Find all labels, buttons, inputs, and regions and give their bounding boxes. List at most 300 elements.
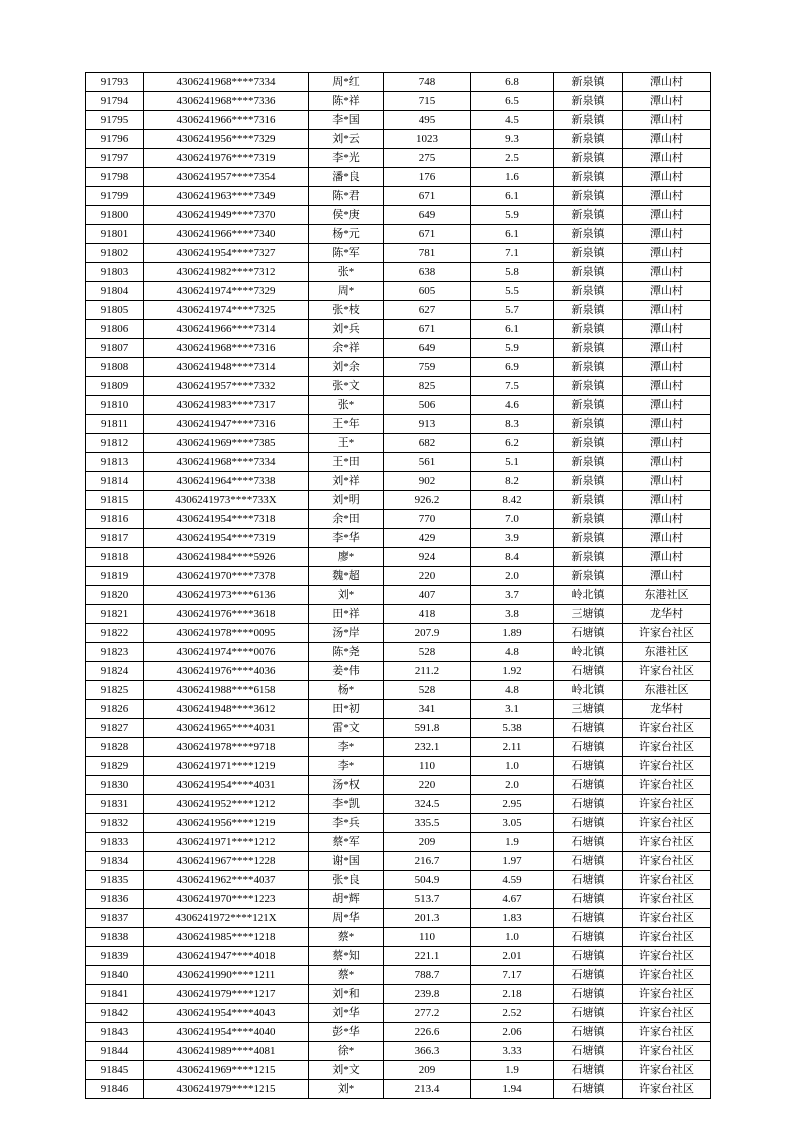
cell-amount: 924 [384,548,471,567]
table-row [86,833,711,852]
cell-rate: 2.5 [471,149,554,168]
cell-rate: 1.83 [471,909,554,928]
table-row [86,947,711,966]
table-row [86,434,711,453]
cell-name: 李*凯 [309,795,384,814]
cell-rate: 2.01 [471,947,554,966]
cell-town: 新泉镇 [554,168,623,187]
table-row [86,282,711,301]
cell-amount: 201.3 [384,909,471,928]
cell-village: 潭山村 [623,510,711,529]
cell-amount: 277.2 [384,1004,471,1023]
cell-rate: 6.1 [471,187,554,206]
cell-seq: 91835 [86,871,144,890]
cell-village: 许家台社区 [623,795,711,814]
cell-seq: 91795 [86,111,144,130]
cell-village: 潭山村 [623,168,711,187]
cell-name: 刘*兵 [309,320,384,339]
cell-name: 蔡*军 [309,833,384,852]
cell-village: 潭山村 [623,548,711,567]
cell-seq: 91840 [86,966,144,985]
cell-name: 彭*华 [309,1023,384,1042]
cell-village: 潭山村 [623,453,711,472]
cell-id: 4306241982****7312 [144,263,309,282]
cell-town: 石塘镇 [554,852,623,871]
cell-rate: 1.0 [471,928,554,947]
cell-name: 刘*祥 [309,472,384,491]
cell-id: 4306241954****7327 [144,244,309,263]
cell-id: 4306241970****7378 [144,567,309,586]
cell-name: 陈*祥 [309,92,384,111]
table-row [86,320,711,339]
table-row [86,187,711,206]
cell-rate: 8.3 [471,415,554,434]
cell-seq: 91811 [86,415,144,434]
cell-village: 许家台社区 [623,909,711,928]
table-row [86,662,711,681]
cell-rate: 5.7 [471,301,554,320]
cell-name: 张*文 [309,377,384,396]
cell-id: 4306241974****7325 [144,301,309,320]
cell-village: 潭山村 [623,567,711,586]
cell-name: 李*华 [309,529,384,548]
cell-seq: 91793 [86,73,144,92]
cell-rate: 4.5 [471,111,554,130]
cell-village: 许家台社区 [623,1042,711,1061]
cell-amount: 504.9 [384,871,471,890]
cell-village: 许家台社区 [623,757,711,776]
cell-village: 潭山村 [623,244,711,263]
cell-name: 雷*文 [309,719,384,738]
cell-amount: 561 [384,453,471,472]
cell-amount: 366.3 [384,1042,471,1061]
cell-seq: 91820 [86,586,144,605]
cell-name: 王* [309,434,384,453]
cell-town: 新泉镇 [554,358,623,377]
cell-name: 张* [309,263,384,282]
cell-amount: 682 [384,434,471,453]
cell-amount: 649 [384,339,471,358]
table-row [86,1023,711,1042]
table-row [86,605,711,624]
cell-seq: 91844 [86,1042,144,1061]
cell-id: 4306241968****7334 [144,453,309,472]
cell-village: 许家台社区 [623,1004,711,1023]
cell-village: 潭山村 [623,225,711,244]
cell-id: 4306241967****1228 [144,852,309,871]
cell-town: 石塘镇 [554,624,623,643]
cell-town: 石塘镇 [554,966,623,985]
cell-id: 4306241983****7317 [144,396,309,415]
cell-seq: 91812 [86,434,144,453]
cell-id: 4306241972****121X [144,909,309,928]
cell-id: 4306241978****9718 [144,738,309,757]
cell-id: 4306241957****7332 [144,377,309,396]
cell-village: 潭山村 [623,149,711,168]
cell-seq: 91841 [86,985,144,1004]
beneficiary-table [85,72,711,1099]
cell-name: 王*田 [309,453,384,472]
cell-id: 4306241966****7316 [144,111,309,130]
cell-rate: 3.33 [471,1042,554,1061]
cell-village: 潭山村 [623,301,711,320]
cell-rate: 8.4 [471,548,554,567]
table-row [86,301,711,320]
cell-amount: 209 [384,1061,471,1080]
cell-town: 石塘镇 [554,1080,623,1099]
cell-id: 4306241954****4031 [144,776,309,795]
cell-village: 潭山村 [623,377,711,396]
cell-seq: 91832 [86,814,144,833]
cell-village: 东港社区 [623,643,711,662]
cell-id: 4306241962****4037 [144,871,309,890]
cell-rate: 2.06 [471,1023,554,1042]
cell-name: 张* [309,396,384,415]
table-row [86,719,711,738]
cell-amount: 226.6 [384,1023,471,1042]
cell-name: 汤*岸 [309,624,384,643]
cell-amount: 913 [384,415,471,434]
cell-name: 侯*庚 [309,206,384,225]
cell-town: 石塘镇 [554,757,623,776]
cell-rate: 7.5 [471,377,554,396]
cell-amount: 605 [384,282,471,301]
cell-amount: 528 [384,681,471,700]
cell-id: 4306241948****3612 [144,700,309,719]
cell-name: 周*华 [309,909,384,928]
cell-seq: 91838 [86,928,144,947]
cell-seq: 91798 [86,168,144,187]
cell-id: 4306241954****4043 [144,1004,309,1023]
cell-village: 潭山村 [623,282,711,301]
table-row [86,1080,711,1099]
table-row [86,263,711,282]
cell-village: 潭山村 [623,111,711,130]
cell-name: 刘*华 [309,1004,384,1023]
cell-amount: 528 [384,643,471,662]
cell-name: 汤*权 [309,776,384,795]
cell-seq: 91803 [86,263,144,282]
cell-village: 许家台社区 [623,947,711,966]
cell-town: 新泉镇 [554,301,623,320]
cell-town: 岭北镇 [554,643,623,662]
cell-amount: 902 [384,472,471,491]
cell-seq: 91845 [86,1061,144,1080]
table-body [86,73,711,1099]
cell-village: 许家台社区 [623,624,711,643]
cell-amount: 429 [384,529,471,548]
cell-id: 4306241966****7314 [144,320,309,339]
cell-amount: 671 [384,320,471,339]
cell-name: 刘*和 [309,985,384,1004]
cell-seq: 91836 [86,890,144,909]
cell-id: 4306241971****1219 [144,757,309,776]
cell-town: 新泉镇 [554,263,623,282]
table-row [86,643,711,662]
cell-name: 刘*云 [309,130,384,149]
cell-town: 新泉镇 [554,567,623,586]
cell-village: 许家台社区 [623,662,711,681]
cell-name: 刘*文 [309,1061,384,1080]
cell-amount: 176 [384,168,471,187]
cell-rate: 1.9 [471,1061,554,1080]
cell-amount: 239.8 [384,985,471,1004]
cell-village: 潭山村 [623,92,711,111]
cell-village: 许家台社区 [623,1023,711,1042]
cell-name: 蔡* [309,928,384,947]
cell-rate: 1.94 [471,1080,554,1099]
cell-name: 余*田 [309,510,384,529]
cell-village: 龙华村 [623,605,711,624]
cell-town: 新泉镇 [554,320,623,339]
cell-amount: 110 [384,928,471,947]
cell-village: 龙华村 [623,700,711,719]
cell-seq: 91821 [86,605,144,624]
cell-town: 新泉镇 [554,377,623,396]
cell-village: 潭山村 [623,130,711,149]
cell-amount: 715 [384,92,471,111]
cell-amount: 220 [384,776,471,795]
table-row [86,453,711,472]
cell-seq: 91810 [86,396,144,415]
cell-id: 4306241963****7349 [144,187,309,206]
cell-id: 4306241974****7329 [144,282,309,301]
cell-seq: 91794 [86,92,144,111]
cell-amount: 671 [384,187,471,206]
cell-name: 杨* [309,681,384,700]
cell-town: 新泉镇 [554,472,623,491]
cell-name: 周* [309,282,384,301]
cell-id: 4306241973****6136 [144,586,309,605]
cell-rate: 4.8 [471,643,554,662]
table-row [86,1042,711,1061]
cell-seq: 91827 [86,719,144,738]
cell-town: 新泉镇 [554,434,623,453]
cell-village: 潭山村 [623,434,711,453]
cell-id: 4306241947****7316 [144,415,309,434]
cell-town: 新泉镇 [554,130,623,149]
cell-seq: 91825 [86,681,144,700]
cell-id: 4306241969****7385 [144,434,309,453]
cell-name: 田*初 [309,700,384,719]
cell-amount: 275 [384,149,471,168]
cell-seq: 91834 [86,852,144,871]
cell-rate: 4.67 [471,890,554,909]
table-row [86,149,711,168]
cell-seq: 91802 [86,244,144,263]
table-row [86,358,711,377]
cell-seq: 91813 [86,453,144,472]
cell-seq: 91818 [86,548,144,567]
cell-amount: 770 [384,510,471,529]
cell-id: 4306241966****7340 [144,225,309,244]
cell-village: 潭山村 [623,320,711,339]
cell-rate: 6.9 [471,358,554,377]
cell-village: 许家台社区 [623,738,711,757]
cell-town: 石塘镇 [554,795,623,814]
cell-id: 4306241971****1212 [144,833,309,852]
cell-village: 潭山村 [623,263,711,282]
cell-name: 李*光 [309,149,384,168]
cell-village: 许家台社区 [623,871,711,890]
cell-rate: 7.17 [471,966,554,985]
table-row [86,396,711,415]
cell-rate: 4.59 [471,871,554,890]
cell-name: 陈*君 [309,187,384,206]
cell-seq: 91831 [86,795,144,814]
table-row [86,510,711,529]
cell-town: 新泉镇 [554,282,623,301]
cell-town: 三塘镇 [554,605,623,624]
cell-town: 石塘镇 [554,890,623,909]
cell-seq: 91833 [86,833,144,852]
cell-name: 张*良 [309,871,384,890]
table-row [86,985,711,1004]
cell-name: 潘*良 [309,168,384,187]
cell-name: 魏*超 [309,567,384,586]
table-row [86,928,711,947]
cell-seq: 91799 [86,187,144,206]
cell-amount: 781 [384,244,471,263]
cell-village: 潭山村 [623,339,711,358]
cell-town: 石塘镇 [554,928,623,947]
cell-name: 张*枝 [309,301,384,320]
cell-seq: 91837 [86,909,144,928]
cell-name: 刘*余 [309,358,384,377]
cell-amount: 324.5 [384,795,471,814]
cell-rate: 1.6 [471,168,554,187]
cell-amount: 220 [384,567,471,586]
cell-id: 4306241954****4040 [144,1023,309,1042]
cell-seq: 91815 [86,491,144,510]
cell-village: 潭山村 [623,529,711,548]
cell-name: 李* [309,757,384,776]
cell-rate: 1.89 [471,624,554,643]
cell-id: 4306241956****1219 [144,814,309,833]
table-row [86,548,711,567]
cell-rate: 6.2 [471,434,554,453]
cell-town: 石塘镇 [554,738,623,757]
cell-village: 许家台社区 [623,985,711,1004]
cell-rate: 3.05 [471,814,554,833]
cell-rate: 3.7 [471,586,554,605]
table-row [86,738,711,757]
cell-town: 石塘镇 [554,776,623,795]
cell-village: 许家台社区 [623,719,711,738]
cell-id: 4306241970****1223 [144,890,309,909]
cell-rate: 6.8 [471,73,554,92]
cell-rate: 6.1 [471,225,554,244]
cell-id: 4306241985****1218 [144,928,309,947]
cell-town: 新泉镇 [554,339,623,358]
table-row [86,1061,711,1080]
cell-seq: 91829 [86,757,144,776]
cell-amount: 825 [384,377,471,396]
cell-name: 谢*国 [309,852,384,871]
cell-seq: 91817 [86,529,144,548]
table-row [86,776,711,795]
cell-amount: 495 [384,111,471,130]
cell-id: 4306241984****5926 [144,548,309,567]
cell-town: 石塘镇 [554,985,623,1004]
cell-name: 李*国 [309,111,384,130]
cell-town: 新泉镇 [554,187,623,206]
cell-town: 新泉镇 [554,415,623,434]
table-row [86,814,711,833]
cell-id: 4306241954****7319 [144,529,309,548]
cell-village: 许家台社区 [623,966,711,985]
cell-seq: 91807 [86,339,144,358]
cell-village: 许家台社区 [623,890,711,909]
table-row [86,415,711,434]
cell-rate: 3.9 [471,529,554,548]
cell-rate: 1.92 [471,662,554,681]
cell-name: 田*祥 [309,605,384,624]
cell-id: 4306241947****4018 [144,947,309,966]
cell-seq: 91800 [86,206,144,225]
cell-seq: 91816 [86,510,144,529]
table-row [86,244,711,263]
cell-rate: 2.52 [471,1004,554,1023]
cell-town: 石塘镇 [554,871,623,890]
table-row [86,111,711,130]
cell-town: 岭北镇 [554,681,623,700]
table-row [86,529,711,548]
cell-town: 石塘镇 [554,719,623,738]
table-row [86,681,711,700]
cell-seq: 91846 [86,1080,144,1099]
cell-village: 潭山村 [623,206,711,225]
cell-amount: 207.9 [384,624,471,643]
cell-id: 4306241990****1211 [144,966,309,985]
cell-amount: 788.7 [384,966,471,985]
cell-town: 新泉镇 [554,548,623,567]
cell-village: 东港社区 [623,586,711,605]
cell-rate: 6.1 [471,320,554,339]
cell-rate: 4.8 [471,681,554,700]
cell-town: 新泉镇 [554,206,623,225]
table-row [86,168,711,187]
cell-seq: 91830 [86,776,144,795]
cell-id: 4306241976****4036 [144,662,309,681]
table-row [86,909,711,928]
cell-rate: 2.0 [471,567,554,586]
cell-id: 4306241988****6158 [144,681,309,700]
cell-seq: 91801 [86,225,144,244]
cell-town: 石塘镇 [554,833,623,852]
cell-amount: 110 [384,757,471,776]
table-row [86,567,711,586]
table-row [86,871,711,890]
document-page [85,72,711,1099]
cell-name: 蔡*知 [309,947,384,966]
cell-rate: 1.9 [471,833,554,852]
cell-amount: 638 [384,263,471,282]
cell-village: 许家台社区 [623,928,711,947]
cell-id: 4306241979****1215 [144,1080,309,1099]
cell-amount: 671 [384,225,471,244]
cell-seq: 91797 [86,149,144,168]
cell-amount: 649 [384,206,471,225]
cell-amount: 418 [384,605,471,624]
cell-name: 王*年 [309,415,384,434]
cell-seq: 91819 [86,567,144,586]
table-row [86,339,711,358]
cell-id: 4306241964****7338 [144,472,309,491]
cell-rate: 9.3 [471,130,554,149]
cell-name: 周*红 [309,73,384,92]
cell-seq: 91809 [86,377,144,396]
